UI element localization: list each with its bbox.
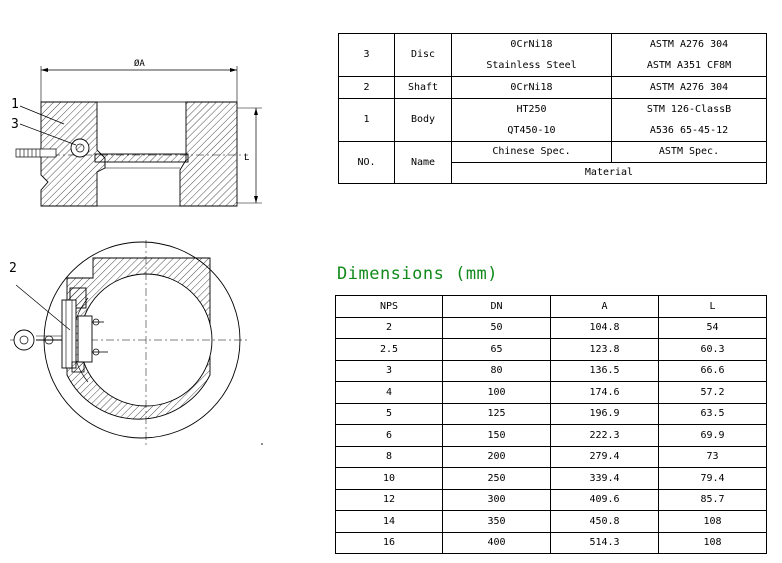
callout-1: 1 (11, 97, 19, 112)
callout-2: 2 (9, 261, 17, 276)
table-row (339, 99, 767, 142)
dim-l-label: L (244, 153, 250, 163)
cell-l: 63.5 (659, 403, 767, 425)
table-row (339, 77, 767, 99)
table-row (336, 511, 767, 533)
chinese-spec-cell (452, 99, 612, 142)
table-row (336, 532, 767, 554)
part-name: Disc (395, 34, 452, 77)
cell-a: 514.3 (551, 532, 659, 554)
cell-dn: 80 (443, 360, 551, 382)
table-row (336, 446, 767, 468)
cell-nps: 6 (336, 425, 443, 447)
cell-a: 279.4 (551, 446, 659, 468)
astm-spec: ASTM A276 304 (649, 39, 729, 50)
cell-a: 196.9 (551, 403, 659, 425)
cell-nps: 10 (336, 468, 443, 490)
cell-a: 409.6 (551, 489, 659, 511)
chinese-spec: 0CrNi18 (452, 77, 612, 99)
chinese-spec: Stainless Steel (486, 60, 577, 71)
chinese-spec: HT250 (516, 104, 547, 115)
part-no: 1 (339, 99, 395, 142)
cell-dn: 250 (443, 468, 551, 490)
table-row (336, 403, 767, 425)
cell-nps: 2.5 (336, 339, 443, 361)
astm-spec: ASTM A351 CF8M (646, 60, 732, 71)
table-row (336, 489, 767, 511)
table-header-row (336, 296, 767, 318)
cell-l: 108 (659, 532, 767, 554)
cell-dn: 100 (443, 382, 551, 404)
cell-l: 54 (659, 317, 767, 339)
column-header: NPS (336, 296, 443, 318)
astm-spec: STM 126-ClassB (646, 104, 732, 115)
cell-a: 339.4 (551, 468, 659, 490)
cell-a: 222.3 (551, 425, 659, 447)
dimensions-body (336, 317, 767, 554)
astm-spec: ASTM A276 304 (612, 77, 767, 99)
astm-spec: A536 65-45-12 (649, 125, 729, 136)
chinese-spec: QT450-10 (507, 125, 556, 136)
cell-nps: 14 (336, 511, 443, 533)
astm-spec-cell (612, 99, 767, 142)
table-row (336, 382, 767, 404)
dim-a-label: ØA (134, 59, 145, 69)
table-row (339, 142, 767, 163)
header-material: Material (452, 163, 767, 184)
table-row (336, 339, 767, 361)
part-no: 3 (339, 34, 395, 77)
cell-l: 66.6 (659, 360, 767, 382)
table-row (336, 468, 767, 490)
cell-nps: 2 (336, 317, 443, 339)
header-astm-spec: ASTM Spec. (612, 142, 767, 163)
column-header: DN (443, 296, 551, 318)
cell-l: 69.9 (659, 425, 767, 447)
cell-dn: 50 (443, 317, 551, 339)
valve-drawing (0, 0, 335, 563)
header-name: Name (395, 142, 452, 184)
cell-dn: 350 (443, 511, 551, 533)
cell-dn: 300 (443, 489, 551, 511)
cell-a: 136.5 (551, 360, 659, 382)
part-name: Body (395, 99, 452, 142)
cell-l: 57.2 (659, 382, 767, 404)
cell-dn: 65 (443, 339, 551, 361)
cell-a: 174.6 (551, 382, 659, 404)
chinese-spec-cell (452, 34, 612, 77)
cell-l: 60.3 (659, 339, 767, 361)
cell-nps: 4 (336, 382, 443, 404)
dimensions-table (335, 295, 767, 554)
front-view (9, 240, 263, 445)
part-name: Shaft (395, 77, 452, 99)
table-row (336, 360, 767, 382)
part-no: 2 (339, 77, 395, 99)
cell-l: 108 (659, 511, 767, 533)
cell-nps: 16 (336, 532, 443, 554)
astm-spec-cell (612, 34, 767, 77)
cell-dn: 125 (443, 403, 551, 425)
column-header: A (551, 296, 659, 318)
cell-nps: 3 (336, 360, 443, 382)
cell-l: 85.7 (659, 489, 767, 511)
cell-a: 450.8 (551, 511, 659, 533)
section-view (11, 58, 262, 206)
table-row (336, 425, 767, 447)
cell-nps: 8 (336, 446, 443, 468)
header-no: NO. (339, 142, 395, 184)
cell-a: 104.8 (551, 317, 659, 339)
callout-3: 3 (11, 117, 19, 132)
dimensions-title: Dimensions (mm) (337, 264, 499, 284)
table-row (336, 317, 767, 339)
header-chinese-spec: Chinese Spec. (452, 142, 612, 163)
cell-nps: 12 (336, 489, 443, 511)
cell-a: 123.8 (551, 339, 659, 361)
cell-dn: 200 (443, 446, 551, 468)
cell-dn: 150 (443, 425, 551, 447)
cell-nps: 5 (336, 403, 443, 425)
cell-l: 79.4 (659, 468, 767, 490)
cell-dn: 400 (443, 532, 551, 554)
cell-l: 73 (659, 446, 767, 468)
material-table (338, 33, 767, 184)
column-header: L (659, 296, 767, 318)
chinese-spec: 0CrNi18 (510, 39, 553, 50)
table-row (339, 34, 767, 77)
